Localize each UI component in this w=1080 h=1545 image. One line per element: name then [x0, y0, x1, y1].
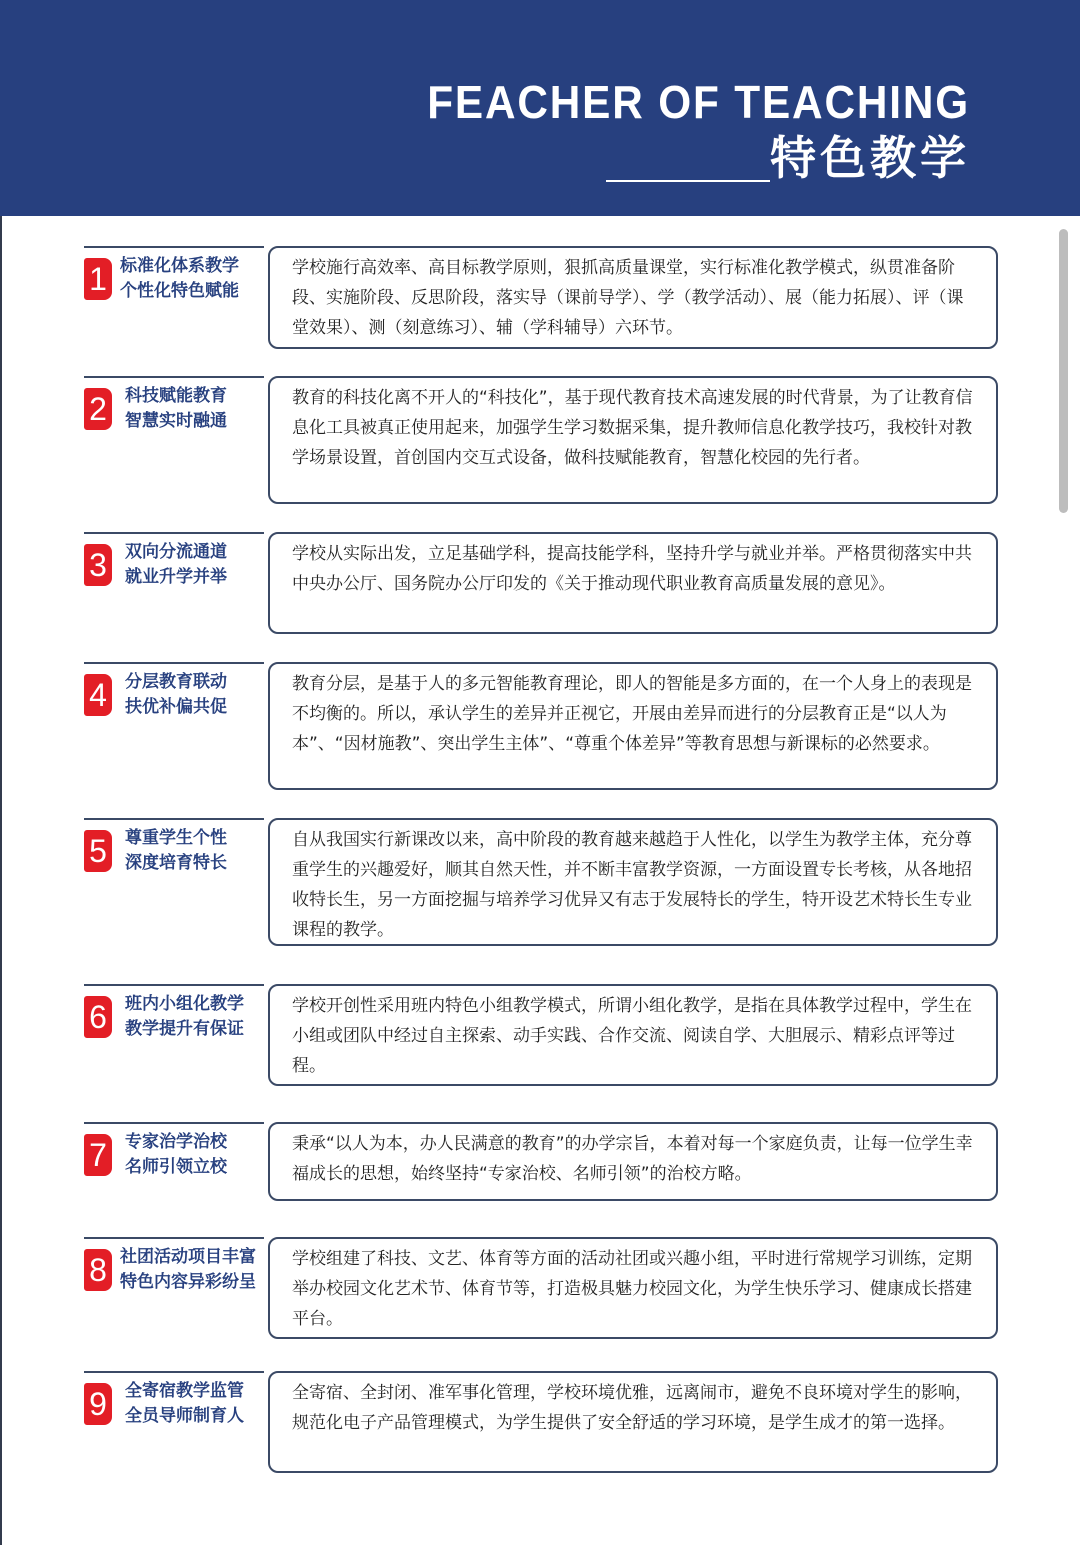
item-label-line2: 教学提升有保证: [125, 1019, 244, 1039]
number-badge: 2: [84, 388, 112, 430]
header-underline: [606, 180, 770, 182]
item-divider: [84, 1122, 264, 1124]
item-label-line1: 科技赋能教育: [125, 386, 227, 406]
item-label: [125, 540, 227, 590]
item-divider: [84, 246, 264, 248]
item-label-line2: 全员导师制育人: [125, 1406, 244, 1426]
item-label-line1: 专家治学治校: [125, 1132, 227, 1152]
item-label-line1: 双向分流通道: [125, 542, 227, 562]
scrollbar-thumb[interactable]: [1059, 229, 1068, 513]
item-description-box: 全寄宿、全封闭、准军事化管理，学校环境优雅，远离闹市，避免不良环境对学生的影响，规范化电子产品管理模式，为学生提供了安全舒适的学习环境，是学生成才的第一选择。: [268, 1371, 998, 1473]
number-badge: 5: [84, 830, 112, 872]
item-label-line2: 深度培育特长: [125, 853, 227, 873]
item-divider: [84, 1371, 264, 1373]
page-left-border: [0, 216, 2, 1545]
number-badge: 3: [84, 544, 112, 586]
item-label-line2: 个性化特色赋能: [120, 281, 239, 301]
item-description-box: 秉承“以人为本，办人民满意的教育”的办学宗旨，本着对每一个家庭负责，让每一位学生幸福成长的思想，始终坚持“专家治校、名师引领”的治校方略。: [268, 1122, 998, 1201]
item-description-box: 教育分层，是基于人的多元智能教育理论，即人的智能是多方面的，在一个人身上的表现是不均衡的。所以，承认学生的差异并正视它，开展由差异而进行的分层教育正是“以人为本”、“因材施教”、突出学生主体”、“尊重个体差异”等教育思想与新课标的必然要求。: [268, 662, 998, 790]
item-label-line2: 扶优补偏共促: [125, 697, 227, 717]
item-label: [125, 1379, 244, 1429]
item-label: [120, 254, 239, 304]
item-label: [125, 1130, 227, 1180]
item-label-line2: 智慧实时融通: [125, 411, 227, 431]
item-description-box: 学校从实际出发，立足基础学科，提高技能学科，坚持升学与就业并举。严格贯彻落实中共中央办公厅、国务院办公厅印发的《关于推动现代职业教育高质量发展的意见》。: [268, 532, 998, 634]
header-title-en: FEACHER OF TEACHING: [427, 76, 970, 128]
number-badge: 4: [84, 674, 112, 716]
item-label-line1: 标准化体系教学: [120, 256, 239, 276]
item-description-box: 学校开创性采用班内特色小组教学模式，所谓小组化教学，是指在具体教学过程中，学生在小组或团队中经过自主探索、动手实践、合作交流、阅读自学、大胆展示、精彩点评等过程。: [268, 984, 998, 1086]
item-divider: [84, 376, 264, 378]
item-divider: [84, 532, 264, 534]
number-badge: 8: [84, 1249, 112, 1291]
item-label: [125, 384, 227, 434]
item-divider: [84, 984, 264, 986]
item-label: [120, 1245, 256, 1295]
number-badge: 9: [84, 1383, 112, 1425]
item-divider: [84, 1237, 264, 1239]
item-label: [125, 992, 244, 1042]
item-label-line1: 班内小组化教学: [125, 994, 244, 1014]
item-label-line2: 就业升学并举: [125, 567, 227, 587]
item-description-box: 自从我国实行新课改以来，高中阶段的教育越来越趋于人性化，以学生为教学主体，充分尊重学生的兴趣爱好，顺其自然天性，并不断丰富教学资源，一方面设置专长考核，从各地招收特长生，另一方面挖掘与培养学习优异又有志于发展特长的学生，特开设艺术特长生专业课程的教学。: [268, 818, 998, 946]
item-label-line2: 名师引领立校: [125, 1157, 227, 1177]
item-label-line1: 分层教育联动: [125, 672, 227, 692]
number-badge: 1: [84, 258, 112, 300]
item-label-line1: 全寄宿教学监管: [125, 1381, 244, 1401]
item-label: [125, 826, 227, 876]
item-divider: [84, 818, 264, 820]
item-description-box: 教育的科技化离不开人的“科技化”，基于现代教育技术高速发展的时代背景，为了让教育信息化工具被真正使用起来，加强学生学习数据采集，提升教师信息化教学技巧，我校针对教学场景设置，首创国内交互式设备，做科技赋能教育，智慧化校园的先行者。: [268, 376, 998, 504]
header-title-cn: 特色教学: [770, 131, 970, 185]
page-header: [0, 0, 1080, 216]
item-description-box: 学校施行高效率、高目标教学原则，狠抓高质量课堂，实行标准化教学模式，纵贯准备阶段、实施阶段、反思阶段，落实导（课前导学）、学（教学活动）、展（能力拓展）、评（课堂效果）、测（刻意练习）、辅（学科辅导）六环节。: [268, 246, 998, 349]
item-description-box: 学校组建了科技、文艺、体育等方面的活动社团或兴趣小组，平时进行常规学习训练，定期举办校园文化艺术节、体育节等，打造极具魅力校园文化，为学生快乐学习、健康成长搭建平台。: [268, 1237, 998, 1339]
item-label-line2: 特色内容异彩纷呈: [120, 1272, 256, 1292]
item-label-line1: 社团活动项目丰富: [120, 1247, 256, 1267]
number-badge: 7: [84, 1134, 112, 1176]
item-label-line1: 尊重学生个性: [125, 828, 227, 848]
item-divider: [84, 662, 264, 664]
item-label: [125, 670, 227, 720]
number-badge: 6: [84, 996, 112, 1038]
